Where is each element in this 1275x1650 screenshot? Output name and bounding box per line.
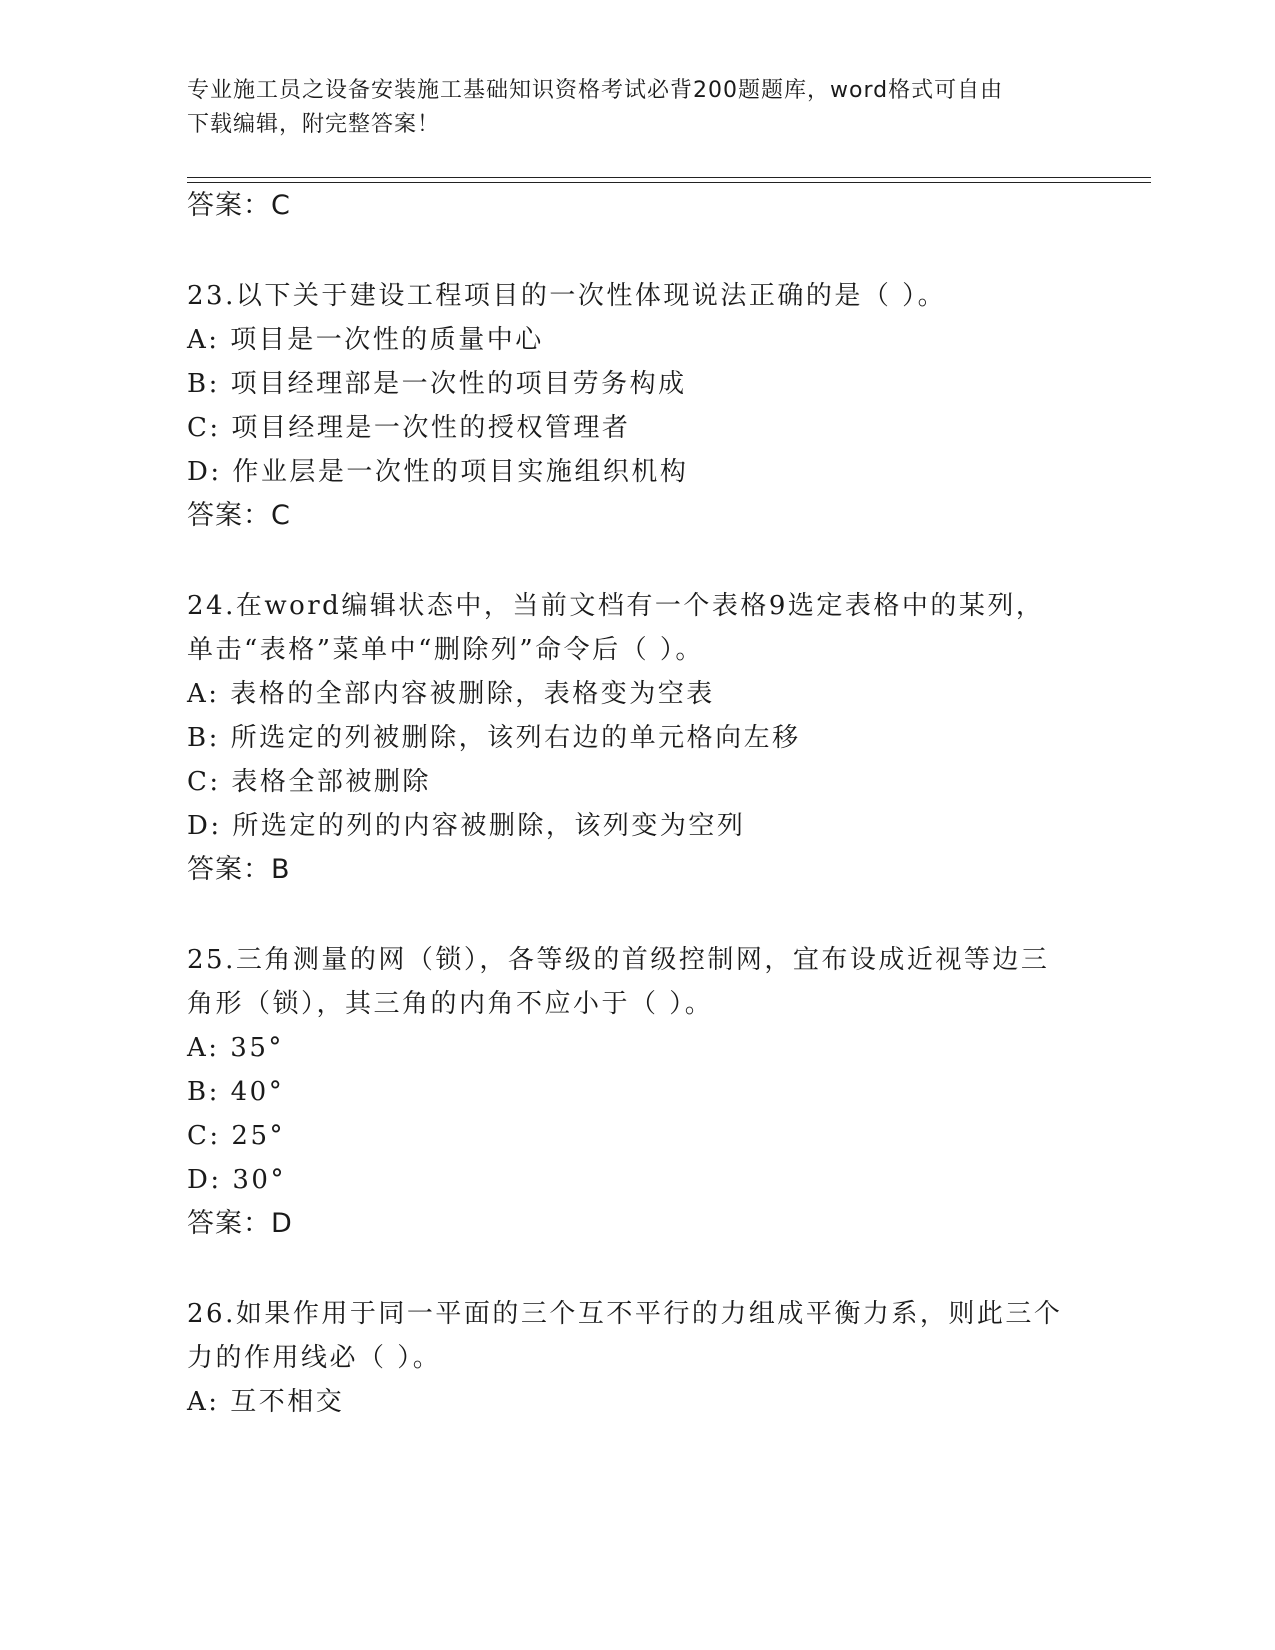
question-23-option-c: C: 项目经理是一次性的授权管理者 <box>187 413 631 443</box>
question-25-option-a: A: 35° <box>187 1033 284 1063</box>
question-25-stem-line-2: 角形（锁），其三角的内角不应小于（ ）。 <box>187 989 714 1019</box>
question-24-option-a: A: 表格的全部内容被删除，表格变为空表 <box>187 679 715 709</box>
question-24-option-b: B: 所选定的列被删除，该列右边的单元格向左移 <box>187 723 801 753</box>
question-24-stem-line-1: 24.在word编辑状态中，当前文档有一个表格9选定表格中的某列， <box>187 591 1045 621</box>
header-line-1: 专业施工员之设备安装施工基础知识资格考试必背200题题库，word格式可自由 <box>187 78 1004 103</box>
document-header <box>187 74 1087 142</box>
question-24-option-d: D: 所选定的列的内容被删除，该列变为空列 <box>187 811 746 841</box>
question-23-option-d: D: 作业层是一次性的项目实施组织机构 <box>187 457 689 487</box>
header-divider-bottom <box>187 182 1151 183</box>
question-23-option-a: A: 项目是一次性的质量中心 <box>187 325 544 355</box>
question-24-answer: 答案：B <box>187 854 291 885</box>
question-26-stem-line-1: 26.如果作用于同一平面的三个互不平行的力组成平衡力系，则此三个 <box>187 1299 1063 1329</box>
question-26-stem-line-2: 力的作用线必（ ）。 <box>187 1343 442 1373</box>
header-divider-top <box>187 177 1151 178</box>
question-25-answer: 答案：D <box>187 1208 293 1239</box>
question-25-option-c: C: 25° <box>187 1121 286 1151</box>
question-25-stem-line-1: 25.三角测量的网（锁），各等级的首级控制网，宜布设成近视等边三 <box>187 945 1050 975</box>
question-25-option-d: D: 30° <box>187 1165 286 1195</box>
question-24-stem-line-2: 单击“表格”菜单中“删除列”命令后（ ）。 <box>187 635 704 665</box>
question-23-answer: 答案：C <box>187 500 291 531</box>
header-line-2: 下载编辑，附完整答案！ <box>187 112 441 137</box>
question-23-stem: 23.以下关于建设工程项目的一次性体现说法正确的是（ ）。 <box>187 281 947 311</box>
question-26-option-a: A: 互不相交 <box>187 1387 345 1417</box>
previous-answer: 答案：C <box>187 190 291 221</box>
question-25-option-b: B: 40° <box>187 1077 285 1107</box>
question-23-option-b: B: 项目经理部是一次性的项目劳务构成 <box>187 369 687 399</box>
question-24-option-c: C: 表格全部被删除 <box>187 767 431 797</box>
